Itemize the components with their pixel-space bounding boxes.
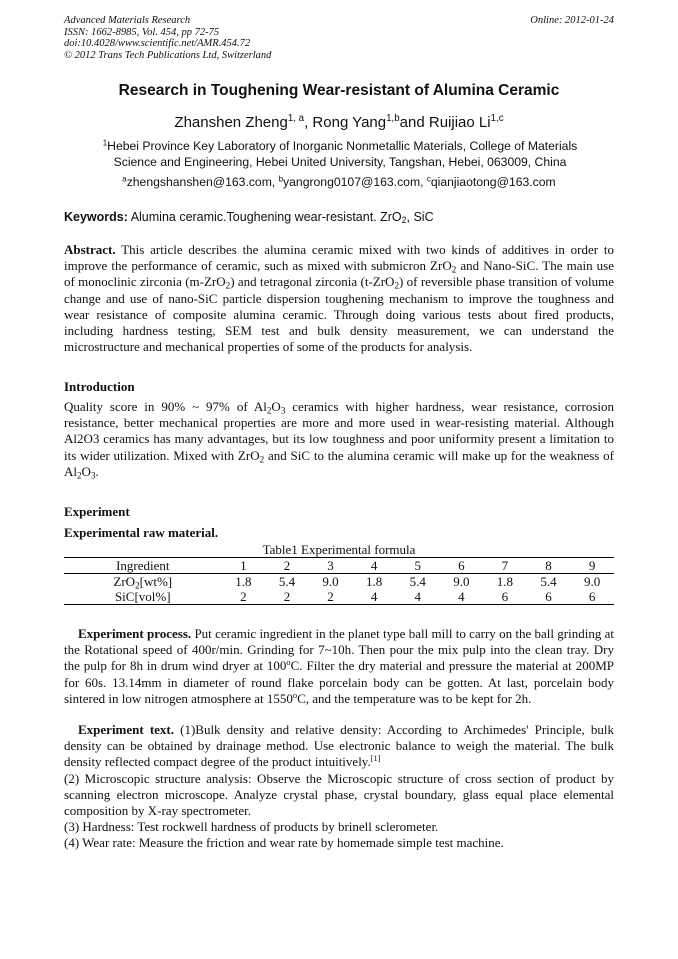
table-cell: 4 <box>440 589 484 605</box>
journal-header <box>64 15 271 61</box>
table-cell: 4 <box>396 589 440 605</box>
table-cell: 5.4 <box>540 574 557 589</box>
emails: $^a$zhengshanshen@163.com, $^b$yangrong0107@163.com, $^c$qianjiaotong@163.com <box>122 174 556 189</box>
introduction-text: Quality score in 90% ~ 97% of $Al_2O_3$ ceramics with higher hardness, wear resistance, corrosion resistance, better mechanical properties are more and more used in wear-resisting material. Although Al2O3 ceramics has many advantages, but its low toughness and poor uniformity present a limitation to its wider utilization. Mixed with ZrO$_2$ and SiC to the alumina ceramic will make up for the weakness of $Al_2O_3$. <box>64 399 615 481</box>
process-text: Put ceramic ingredient in the planet type ball mill to carry on the ball grinding at the Rotational speed of 400r/min. Grinding for 7~10h. Then pour the mix pulp into the clean tray. Dry the pulp for 8h in drum wind dryer at 100$^o$C. Filter the dry material and pressure the material at 200MP for 60s. 13.14mm in diameter of round flake porcelain body can be gotten. At last, porcelain body sintered in low nitrogen atmosphere at 1550$^o$C, and the temperature was to be kept for 2h. <box>64 626 615 706</box>
table-cell: 9.0 <box>453 574 470 589</box>
abstract <box>64 242 614 355</box>
text-item-4: (4) Wear rate: Measure the friction and wear rate by homemade simple test machine. <box>64 835 504 851</box>
ingredient-header: Ingredient <box>64 558 222 574</box>
table-cell: 9.0 <box>322 574 339 589</box>
column-header: 2 <box>265 558 309 574</box>
online-date: Online: 2012-01-24 <box>530 15 614 26</box>
experiment-process <box>64 626 614 707</box>
table-caption: Table1 Experimental formula <box>262 542 416 557</box>
table-cell: 1.8 <box>235 574 252 589</box>
keywords <box>64 209 614 225</box>
row-label: SiC[vol%] <box>64 589 222 605</box>
table-cell: 6 <box>570 589 614 605</box>
table-row <box>64 589 614 605</box>
table-cell: 6 <box>527 589 571 605</box>
table-cell: 2 <box>265 589 309 605</box>
column-header: 4 <box>352 558 396 574</box>
abstract-text: This article describes the alumina ceramic mixed with two kinds of additives in order to improve the performance of ceramic, such as mixed with submicron ZrO$_2$ and Nano-SiC. The main use of monoclinic zirconia (m-ZrO$_2$) and tetragonal zirconia (t-ZrO$_2$) of reversible phase transition of volume change and use of nano-SiC particle dispersion toughening mechanism to improve the toughness and wear resistance of composite alumina ceramic. Through doing various tests about fired products, including hardness testing, SEM test and bulk density measurement, we can understand the microstructure and mechanical properties of some of the products for analysis. <box>64 242 615 355</box>
process-label: Experiment process. <box>78 626 192 641</box>
issn: ISSN: 1662-8985, Vol. 454, pp 72-75 <box>64 26 220 38</box>
table-cell: 6 <box>483 589 527 605</box>
experiment-text <box>64 722 614 852</box>
row-label: ZrO$_2$[wt%] <box>113 574 173 591</box>
table-row <box>64 574 614 590</box>
text-label: Experiment text. <box>78 722 174 737</box>
copyright: © 2012 Trans Tech Publications Ltd, Switzerland <box>64 49 272 61</box>
table-header-row <box>64 558 614 574</box>
keywords-label: Keywords: <box>64 210 128 224</box>
table-cell: 4 <box>352 589 396 605</box>
table-cell: 9.0 <box>584 574 601 589</box>
doi: doi:10.4028/www.scientific.net/AMR.454.72 <box>64 38 251 49</box>
keywords-text: Alumina ceramic.Toughening wear-resistant. ZrO$_2$, SiC <box>127 210 434 226</box>
affiliation: $^1$Hebei Province Key Laboratory of Inorganic Nonmetallic Materials, College of Materials Science and Engineering, Hebei United University, Tangshan, Hebei, 063009, China <box>102 138 578 169</box>
paper-title: Research in Toughening Wear-resistant of Alumina Ceramic <box>118 82 560 99</box>
text-item-2: (2) Microscopic structure analysis: Observe the Microscopic structure of cross section of product by scanning electron microscope. Analyze crystal phase, crystal boundary, glass equal place elemental composition by X-ray spectrometer. <box>64 770 614 819</box>
table-cell: 1.8 <box>496 574 514 589</box>
heading-raw-material: Experimental raw material. <box>64 525 219 540</box>
table-cell: 5.4 <box>409 574 426 589</box>
table-cell: 2 <box>309 589 353 605</box>
journal-name: Advanced Materials Research <box>64 15 191 26</box>
formula-table <box>64 557 614 605</box>
column-header: 6 <box>440 558 484 574</box>
table-cell: 2 <box>222 589 266 605</box>
column-header: 8 <box>527 558 571 574</box>
column-header: 1 <box>222 558 266 574</box>
column-header: 7 <box>483 558 527 574</box>
authors: Zhanshen Zheng$^{1, a}$, Rong Yang$^{1,b}$and Ruijiao Li$^{1,c}$ <box>174 113 504 131</box>
abstract-label: Abstract. <box>64 242 116 257</box>
heading-experiment: Experiment <box>64 504 130 519</box>
text-item-1: (1)Bulk density and relative density: According to Archimedes' Principle, bulk density can be obtained by drainage method. Use electronic balance to weigh the material. The bulk density reflected compact degree of the product intuitively.[1] <box>64 722 614 770</box>
heading-introduction: Introduction <box>64 379 135 394</box>
column-header: 5 <box>396 558 440 574</box>
text-item-3: (3) Hardness: Test rockwell hardness of products by brinell sclerometer. <box>64 819 439 835</box>
table-cell: 1.8 <box>366 574 383 589</box>
column-header: 3 <box>309 558 353 574</box>
column-header: 9 <box>570 558 614 574</box>
table-cell: 5.4 <box>278 574 296 589</box>
